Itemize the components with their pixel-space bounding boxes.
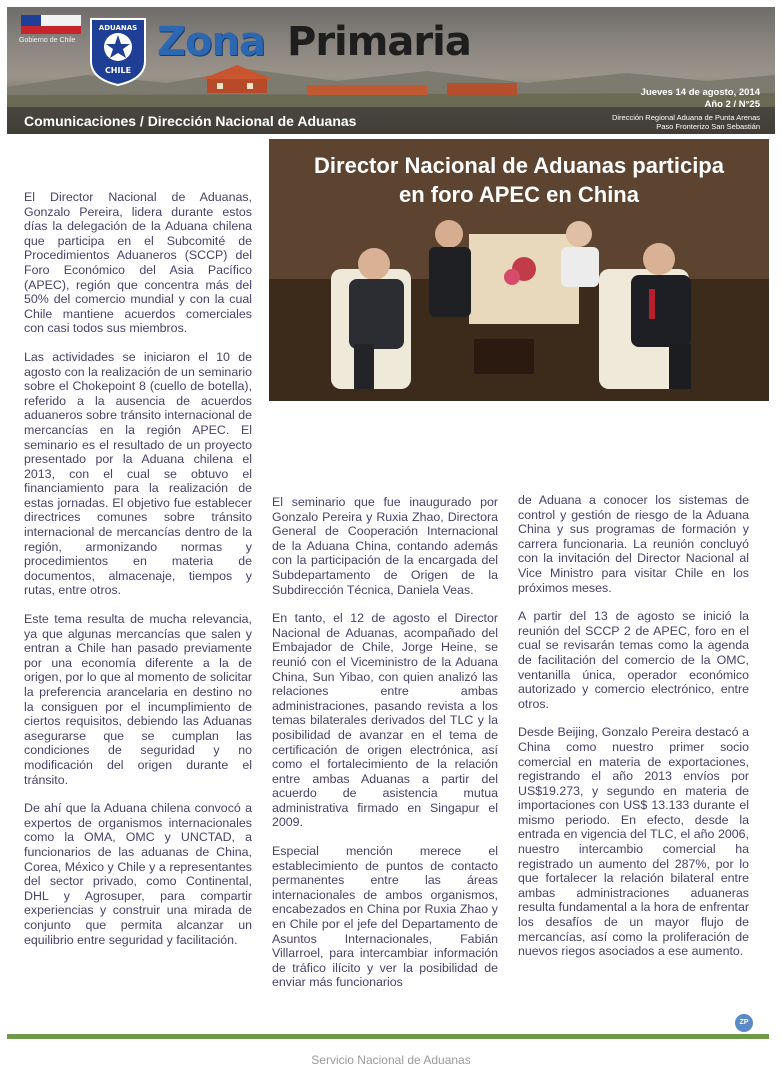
shield-bottom-text: CHILE	[104, 66, 132, 75]
article-paragraph: Desde Beijing, Gonzalo Pereira destacó a China como nuestro primer socio comercial en materia de exportaciones, registrando el año 2013 envíos por US$19.273, y segundo en materia de importaciones con US$ 13.133 durante el mismo periodo. En efecto, desde la entrada en vigencia del TLC, el año 2006, nuestro intercambio comercial ha registrado un aumento del 287%, por lo que fortalecer la relación bilateral entre ambas administraciones aduaneras resulta fundamental a la hora de enfrentar los desafíos de un mayor flujo de mercancías, así como la proliferación de nuevos riegos asociados a ese aumento.	[518, 725, 749, 959]
article-paragraph: A partir del 13 de agosto se inició la reunión del SCCP 2 de APEC, foro en el cual se revisarán temas como la agenda de facilitación del comercio de la OMC, ventanilla única, operador económico autorizado y comercio electrónico, entre otros.	[518, 609, 749, 711]
region-line-1: Dirección Regional Aduana de Punta Arenas	[611, 113, 760, 122]
customs-shield-logo	[89, 17, 147, 87]
shield-top-text: ADUANAS	[98, 24, 138, 32]
masthead	[7, 7, 775, 134]
article-paragraph: Las actividades se iniciaron el 10 de agosto con la realización de un seminario sobre el Chokepoint 8 (cuello de botella), referido a la ausencia de acuerdos aduaneros sobre tránsito internacional de mercancías en la región APEC. El seminario es el resultado de un proyecto presentado por la Aduana chilena el 2013, con el cual se obtuvo el financiamiento para la realización de estas jornadas. El objetivo fue establecer directrices comunes sobre tránsito internacional de mercancías dentro de la región, armonizando normas y procedimientos en materia de documentos, almacenaje, tiempos y rutas, entre otros.	[24, 349, 252, 598]
article-paragraph: Especial mención merece el establecimiento de puntos de contacto permanentes entre las áreas internacionales de ambos organismos, encabezados en China por Ruxia Zhao y en Chile por el jefe del Departamento de Asuntos Internacionales, Fabián Villarroel, para intercambiar información de tráfico ilícito y ver la posibilidad de enviar más funcionarios	[272, 844, 498, 990]
article-paragraph: De ahí que la Aduana chilena convocó a expertos de organismos internacionales como la OMA, OMC y UNCTAD, a funcionarios de las aduanas de China, Corea, México y Chile y a representantes del sector privado, como Continental, DHL y Agrosuper, para compartir experiencias y construir una mirada de conjunto que permita alcanzar un equilibrio entre seguridad y facilitación.	[24, 801, 252, 947]
issue-number: Año 2 / N°25	[704, 99, 760, 110]
article-column-3	[518, 493, 749, 973]
footer-divider	[7, 1034, 769, 1039]
department-label: Comunicaciones / Dirección Nacional de Aduanas	[24, 113, 357, 129]
article-column-2	[272, 495, 498, 1004]
masthead-title-zona: Zona	[157, 19, 265, 65]
article-paragraph: El seminario que fue inaugurado por Gonzalo Pereira y Ruxia Zhao, Directora General de Cooperación Internacional de la Aduana China, contando además con la participación de la encargada del Subdepartamento de Origen de la Subdirección Técnica, Daniela Veas.	[272, 495, 498, 597]
article-paragraph: de Aduana a conocer los sistemas de control y gestión de riesgo de la Aduana China y sus programas de formación y carrera funcionaria. La reunión concluyó con la invitación del Director Nacional al Vice Ministro para visitar Chile en los próximos meses.	[518, 493, 749, 595]
masthead-title-primaria: Primaria	[287, 19, 471, 65]
footer-label: Servicio Nacional de Aduanas	[311, 1053, 471, 1067]
meeting-photo	[269, 139, 769, 401]
headline-line-1: Director Nacional de Aduanas participa	[314, 153, 724, 178]
article-headline	[269, 151, 769, 209]
region-info	[612, 113, 760, 131]
region-line-2: Paso Fronterizo San Sebastián	[656, 122, 760, 131]
zp-badge-icon: ZP	[735, 1014, 753, 1032]
article-paragraph: El Director Nacional de Aduanas, Gonzalo Pereira, lidera durante estos días la delegación de la Aduana chilena que participa en el Subcomité de Procedimientos Aduaneros (SCCP) del Foro Económico del Asia Pacífico (APEC), región que concentra más del 50% del comercio mundial y con la cual Chile mantiene acuerdos comerciales con casi todos sus miembros.	[24, 190, 252, 336]
headline-line-2: en foro APEC en China	[399, 182, 639, 207]
government-label: Gobierno de Chile	[19, 37, 76, 44]
article-column-1	[24, 190, 252, 961]
article-paragraph: Este tema resulta de mucha relevancia, ya que algunas mercancías que salen y entran a Chile han pasado previamente por una economía diferente a la de origen, por lo que al momento de solicitar la preferencia arancelaria en destino no la consiguen por el incumplimiento de ciertos requisitos, debiendo las Aduanas asegurarse que se cumplan las condiciones de seguridad y no modificación del origen durante el tránsito.	[24, 612, 252, 787]
article-paragraph: En tanto, el 12 de agosto el Director Nacional de Aduanas, acompañado del Embajador de Chile, Jorge Heine, se reunió con el Viceministro de la Aduana China, Sun Yibao, con quien analizó las relaciones entre ambas administraciones, pasando revista a los temas bilaterales derivados del TLC y la posibilidad de avanzar en el tema de certificación de origen electrónica, así como el fortalecimiento de la relación entre ambas Aduanas a partir del acuerdo de asistencia mutua administrativa firmado en Singapur el 2009.	[272, 611, 498, 830]
issue-date: Jueves 14 de agosto, 2014	[640, 87, 760, 98]
chile-flag-icon	[21, 15, 81, 37]
